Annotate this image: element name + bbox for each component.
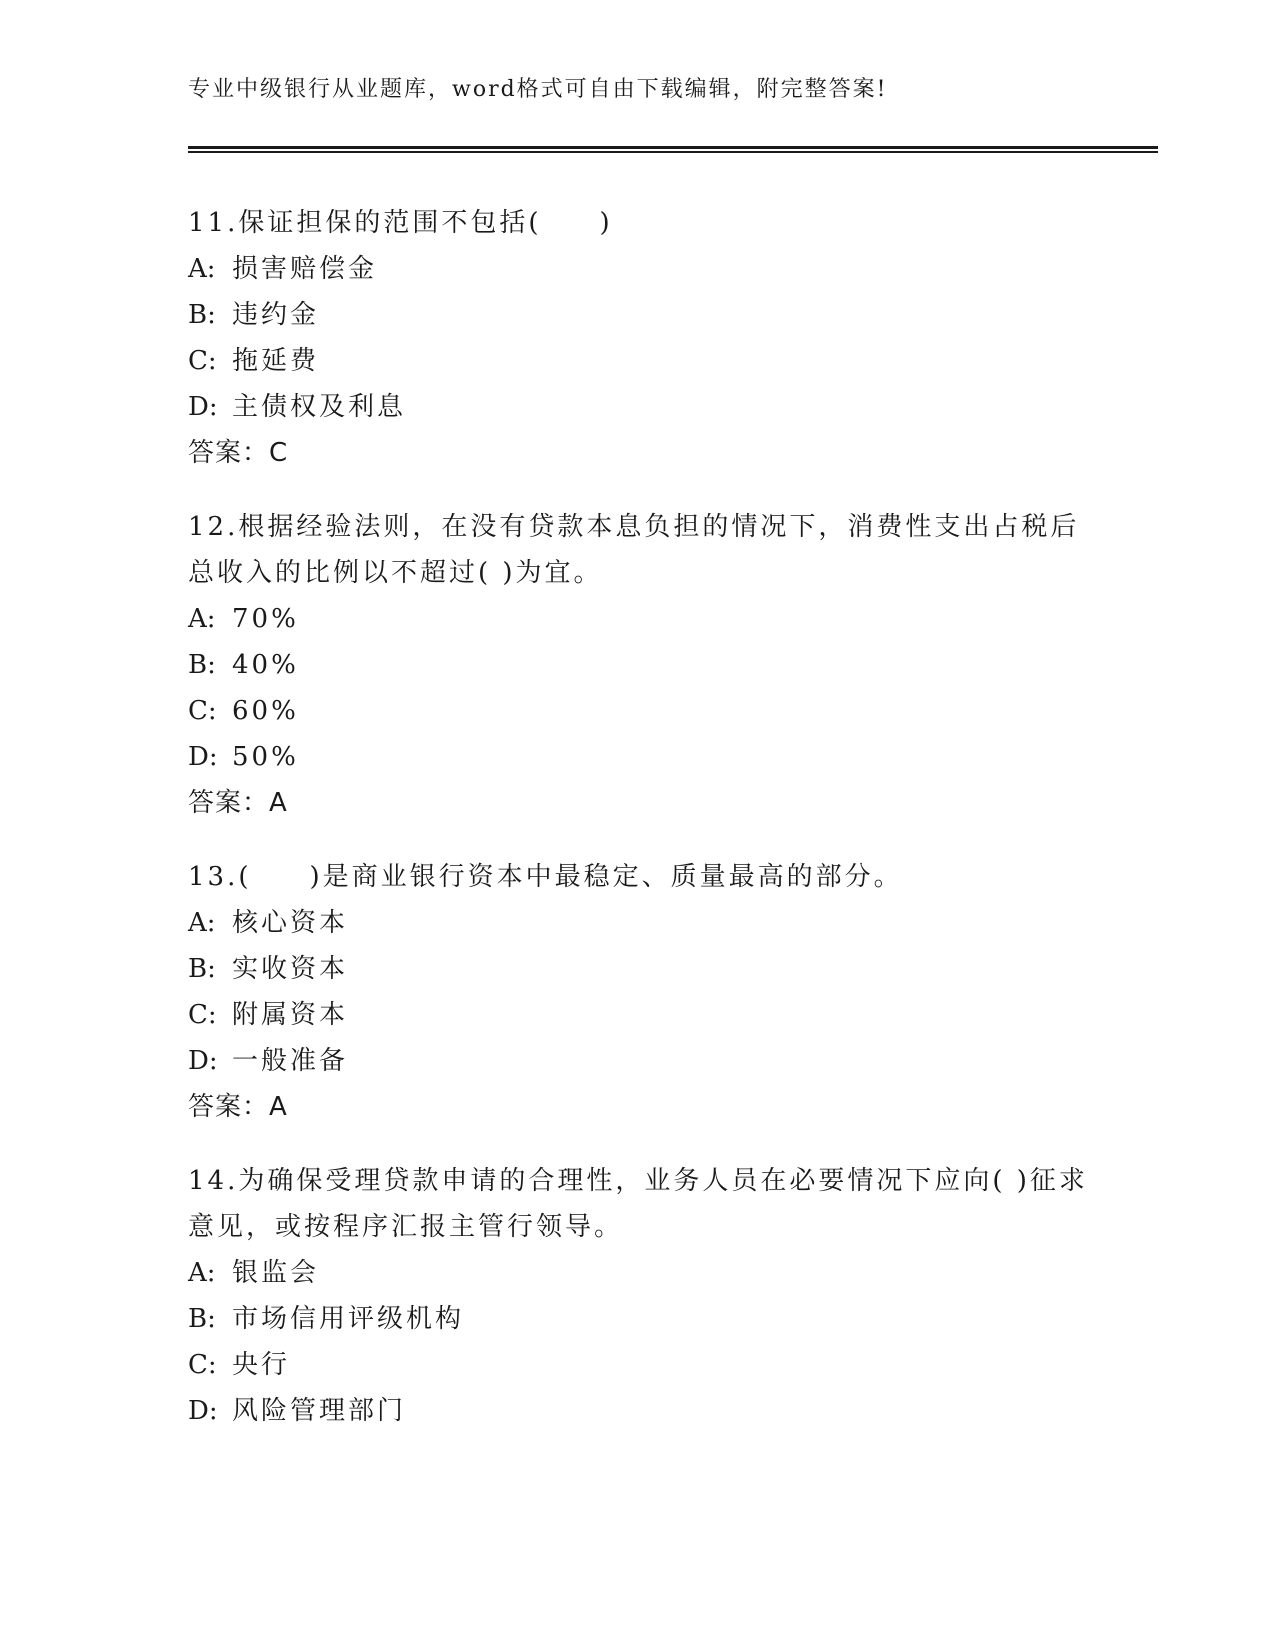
option-c	[188, 992, 1088, 1038]
option-a	[188, 596, 1088, 642]
answer-line: 答案：A	[188, 1092, 288, 1122]
option-text: 市场信用评级机构	[232, 1304, 465, 1334]
option-key: B:	[188, 1304, 216, 1334]
option-key: C:	[188, 1000, 217, 1030]
question-13	[188, 854, 1088, 1130]
question-text: 14.为确保受理贷款申请的合理性，业务人员在必要情况下应向( )征求意见，或按程序汇报主管行领导。	[188, 1166, 1088, 1242]
answer-line: 答案：A	[188, 788, 288, 818]
option-text: 50%	[232, 742, 299, 772]
option-key: D:	[188, 392, 218, 422]
question-list	[188, 200, 1088, 1462]
option-text: 违约金	[232, 300, 320, 330]
option-text: 央行	[232, 1350, 291, 1380]
option-text: 拖延费	[232, 346, 320, 376]
question-text: 13.( )是商业银行资本中最稳定、质量最高的部分。	[188, 862, 903, 892]
page-header: 专业中级银行从业题库，word格式可自由下载编辑，附完整答案!	[188, 77, 888, 102]
option-c	[188, 338, 1088, 384]
option-a	[188, 900, 1088, 946]
option-d	[188, 1038, 1088, 1084]
option-d	[188, 1388, 1088, 1434]
option-b	[188, 946, 1088, 992]
option-text: 附属资本	[232, 1000, 349, 1030]
option-text: 70%	[232, 604, 299, 634]
option-text: 核心资本	[232, 908, 349, 938]
option-c	[188, 688, 1088, 734]
option-text: 风险管理部门	[232, 1396, 407, 1426]
question-text: 12.根据经验法则，在没有贷款本息负担的情况下，消费性支出占税后总收入的比例以不超过( )为宜。	[188, 512, 1080, 588]
option-b	[188, 1296, 1088, 1342]
option-text: 一般准备	[232, 1046, 349, 1076]
answer-line: 答案：C	[188, 438, 289, 468]
option-key: A:	[188, 604, 216, 634]
option-key: B:	[188, 300, 216, 330]
question-11	[188, 200, 1088, 476]
option-text: 主债权及利息	[232, 392, 407, 422]
option-c	[188, 1342, 1088, 1388]
option-key: A:	[188, 908, 216, 938]
option-d	[188, 734, 1088, 780]
option-b	[188, 642, 1088, 688]
question-14	[188, 1158, 1088, 1434]
option-key: A:	[188, 254, 216, 284]
header-divider	[188, 146, 1158, 153]
option-key: C:	[188, 696, 217, 726]
option-text: 60%	[232, 696, 299, 726]
option-key: D:	[188, 742, 218, 772]
option-key: B:	[188, 954, 216, 984]
option-key: D:	[188, 1396, 218, 1426]
option-d	[188, 384, 1088, 430]
option-a	[188, 1250, 1088, 1296]
option-text: 银监会	[232, 1258, 320, 1288]
question-text: 11.保证担保的范围不包括( )	[188, 208, 613, 238]
option-text: 实收资本	[232, 954, 349, 984]
option-key: A:	[188, 1258, 216, 1288]
option-key: C:	[188, 1350, 217, 1380]
option-a	[188, 246, 1088, 292]
option-key: D:	[188, 1046, 218, 1076]
option-text: 40%	[232, 650, 299, 680]
option-text: 损害赔偿金	[232, 254, 378, 284]
option-key: C:	[188, 346, 217, 376]
option-b	[188, 292, 1088, 338]
option-key: B:	[188, 650, 216, 680]
question-12	[188, 504, 1088, 826]
